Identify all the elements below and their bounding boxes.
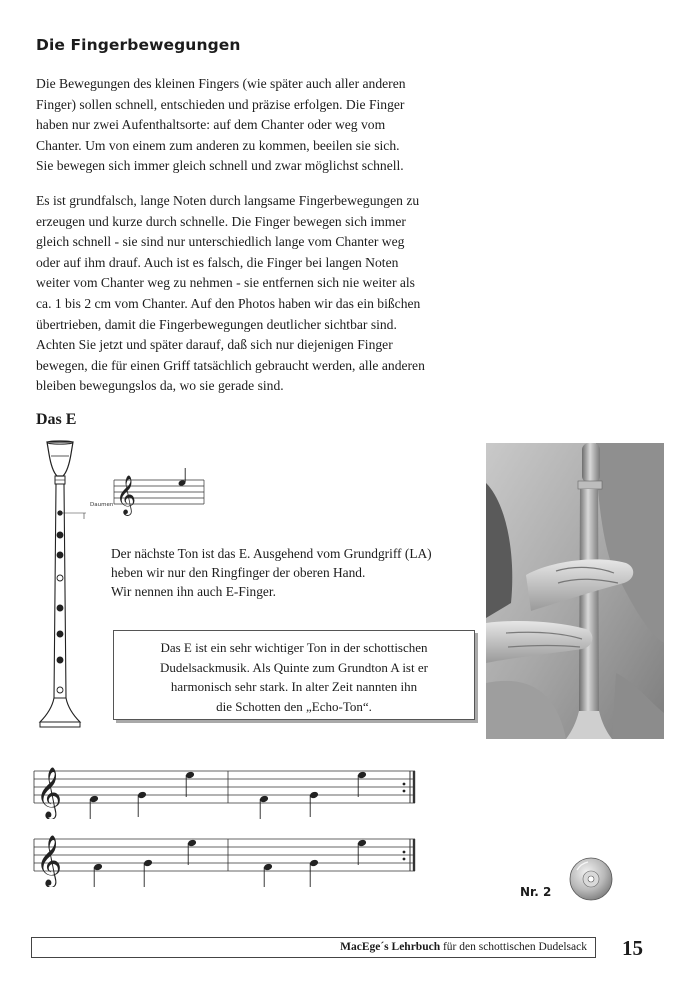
text-line: Der nächste Ton ist das E. Ausgehend vom Grundgriff (LA) xyxy=(111,546,432,561)
info-box xyxy=(113,630,475,720)
text-line: bewegen, die für einen Griff tatsächlich gebraucht werden, alle anderen xyxy=(36,357,425,373)
text-line: Sie bewegen sich immer gleich schnell und zwar möglichst schnell. xyxy=(36,158,404,174)
text-line: haben nur zwei Aufenthaltsorte: auf dem Chanter oder weg vom xyxy=(36,117,386,133)
text-line: harmonisch sehr stark. In alter Zeit nannten ihn xyxy=(170,679,418,694)
text-line: heben wir nur den Ringfinger der oberen Hand. xyxy=(111,565,366,581)
text-line: übertrieben, damit die Fingerbewegungen deutlicher sichtbar sind. xyxy=(36,316,397,332)
text-line: Chanter. Um von einem zum anderen zu kommen, beeilen sie sich. xyxy=(36,137,400,153)
text-line: ca. 1 bis 2 cm vom Chanter. Auf den Photos haben wir das ein bißchen xyxy=(36,295,421,311)
open-hole xyxy=(57,687,63,693)
staff-e-note xyxy=(112,468,208,518)
e-note-description xyxy=(111,544,432,602)
treble-clef-icon: 𝄞 xyxy=(36,767,63,818)
book-title xyxy=(340,941,587,953)
closed-hole xyxy=(57,532,63,538)
staff-exercise-1 xyxy=(32,763,422,819)
paragraph-finger-movements xyxy=(36,74,488,177)
cd-track-label: Nr. 2 xyxy=(520,885,552,899)
text-line: Dudelsackmusik. Als Quinte zum Grundton A ist er xyxy=(160,659,428,675)
info-box-text xyxy=(114,638,474,716)
closed-hole xyxy=(57,657,63,663)
open-hole xyxy=(57,575,63,581)
closed-hole xyxy=(58,511,62,515)
cd-icon xyxy=(568,856,614,902)
treble-clef-icon: 𝄞 xyxy=(116,475,137,515)
page-number: 15 xyxy=(622,936,643,960)
text-line: erzeugen und kurze durch schnelle. Die Finger bewegen sich immer xyxy=(36,213,406,229)
text-line: Das E ist ein sehr wichtiger Ton in der schottischen xyxy=(160,640,428,655)
text-line: Wir nennen ihn auch E-Finger. xyxy=(111,584,276,600)
text-line: Die Bewegungen des kleinen Fingers (wie später auch aller anderen xyxy=(36,76,406,91)
text-line: gleich schnell - sie sind nur unterschiedlich lange vom Chanter weg xyxy=(36,234,405,250)
text-line: Es ist grundfalsch, lange Noten durch langsame Fingerbewegungen zu xyxy=(36,193,420,208)
text-line: Achten Sie jetzt und später darauf, daß sich nur diejenigen Finger xyxy=(36,337,393,353)
text-line: die Schotten den „Echo-Ton“. xyxy=(216,698,372,714)
book-title-rest: für den schottischen Dudelsack xyxy=(440,941,587,953)
closed-hole xyxy=(57,631,63,637)
hands-on-chanter-photo xyxy=(486,443,664,739)
treble-clef-icon: 𝄞 xyxy=(36,835,63,886)
book-title-bold: MacEge´s Lehrbuch xyxy=(340,941,441,953)
paragraph-finger-rules xyxy=(36,191,488,397)
text-line: oder auf ihm drauf. Auch ist es falsch, die Finger bei langen Noten xyxy=(36,254,399,270)
closed-hole xyxy=(57,605,63,611)
subsection-title: Das E xyxy=(36,411,77,428)
thumb-label: Daumen xyxy=(90,502,114,508)
footer-bar xyxy=(31,937,596,958)
closed-hole xyxy=(57,552,63,558)
text-line: weiter vom Chanter weg zu nehmen - sie entfernen sich nie weiter als xyxy=(36,275,415,291)
text-line: Finger) sollen schnell, entschieden und präzise erfolgen. Die Finger xyxy=(36,96,405,112)
chanter-fingering-diagram xyxy=(38,440,98,736)
text-line: bleiben bewegungslos da, wo sie gerade sind. xyxy=(36,378,284,394)
section-title: Die Fingerbewegungen xyxy=(36,36,241,54)
staff-exercise-2 xyxy=(32,831,422,887)
